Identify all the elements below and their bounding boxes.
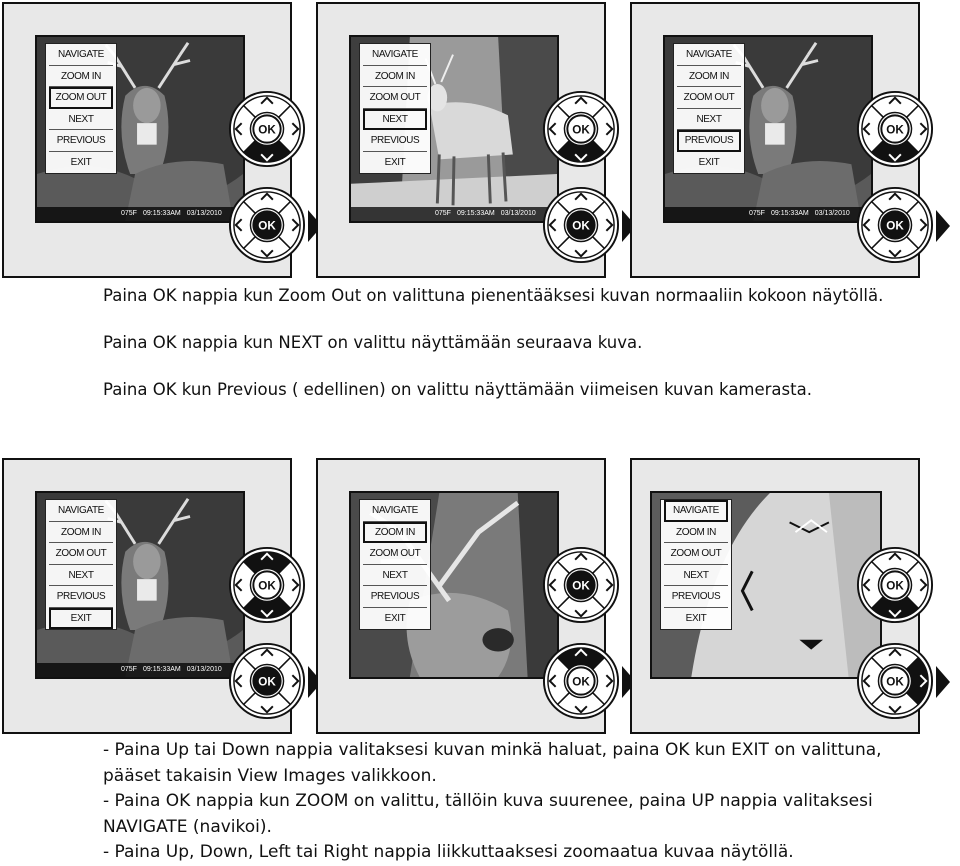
view-menu <box>359 43 431 174</box>
status-temp: 075F <box>121 666 137 673</box>
svg-text:OK: OK <box>572 219 590 233</box>
menu-item-zoom-out[interactable]: ZOOM OUT <box>49 87 113 109</box>
camera-screen <box>349 491 559 679</box>
menu-item-exit[interactable]: EXIT <box>49 608 113 630</box>
dpad-upper[interactable] <box>542 90 620 168</box>
view-menu <box>45 499 117 630</box>
menu-item-zoom-out[interactable]: ZOOM OUT <box>363 543 427 565</box>
camera-screen <box>663 35 873 223</box>
menu-item-next[interactable]: NEXT <box>664 565 728 587</box>
status-date: 03/13/2010 <box>186 666 222 673</box>
caption-previous: Paina OK kun Previous ( edellinen) on valittu näyttämään viimeisen kuvan kamerasta. <box>103 380 812 399</box>
status-date: 03/13/2010 <box>500 210 536 217</box>
menu-item-exit[interactable]: EXIT <box>685 612 707 624</box>
dpad-lower[interactable] <box>228 186 306 264</box>
svg-text:OK: OK <box>572 675 590 689</box>
svg-text:OK: OK <box>886 675 904 689</box>
menu-item-zoom-out[interactable]: ZOOM OUT <box>677 87 741 109</box>
menu-item-exit[interactable]: EXIT <box>384 156 406 168</box>
menu-item-navigate[interactable]: NAVIGATE <box>664 500 728 522</box>
caption-bottom <box>103 738 923 866</box>
menu-item-zoom-in[interactable]: ZOOM IN <box>363 522 427 544</box>
menu-item-zoom-in[interactable]: ZOOM IN <box>363 66 427 88</box>
status-temp: 075F <box>435 210 451 217</box>
menu-item-zoom-in[interactable]: ZOOM IN <box>49 66 113 88</box>
dpad-lower[interactable] <box>542 186 620 264</box>
status-bar <box>351 207 557 221</box>
menu-item-navigate[interactable]: NAVIGATE <box>363 44 427 66</box>
pointer-arrow-icon <box>936 210 950 242</box>
caption-zoom: - Paina OK nappia kun ZOOM on valittu, tällöin kuva suurenee, paina UP nappia valitaksesi NAVIGATE (navikoi). <box>103 791 873 837</box>
menu-item-previous[interactable]: PREVIOUS <box>363 130 427 152</box>
menu-item-previous[interactable]: PREVIOUS <box>677 130 741 152</box>
menu-item-next[interactable]: NEXT <box>363 109 427 131</box>
status-time: 09:15:33AM <box>142 666 181 673</box>
view-menu <box>673 43 745 174</box>
status-temp: 075F <box>749 210 765 217</box>
menu-item-next[interactable]: NEXT <box>49 109 113 131</box>
menu-item-zoom-in[interactable]: ZOOM IN <box>49 522 113 544</box>
status-bar <box>37 207 243 221</box>
status-temp: 075F <box>121 210 137 217</box>
status-time: 09:15:33AM <box>456 210 495 217</box>
caption-top <box>103 283 903 402</box>
svg-text:OK: OK <box>886 579 904 593</box>
status-bar <box>665 207 871 221</box>
caption-navigate: - Paina Up, Down, Left tai Right nappia liikkuttaaksesi zoomaatua kuvaa näytöllä. <box>103 842 794 863</box>
camera-screen <box>349 35 559 223</box>
view-menu <box>660 499 732 630</box>
svg-text:OK: OK <box>258 675 276 689</box>
dpad-lower[interactable] <box>542 642 620 720</box>
status-bar <box>37 663 243 677</box>
menu-item-exit[interactable]: EXIT <box>698 156 720 168</box>
menu-item-exit[interactable]: EXIT <box>384 612 406 624</box>
dpad-lower[interactable] <box>228 642 306 720</box>
menu-item-navigate[interactable]: NAVIGATE <box>49 500 113 522</box>
svg-text:OK: OK <box>258 579 276 593</box>
caption-exit: - Paina Up tai Down nappia valitaksesi kuvan minkä haluat, paina OK kun EXIT on valittuna, pääset takaisin View Images valikkoon. <box>103 740 882 786</box>
menu-item-previous[interactable]: PREVIOUS <box>363 586 427 608</box>
status-time: 09:15:33AM <box>142 210 181 217</box>
status-date: 03/13/2010 <box>814 210 850 217</box>
menu-item-next[interactable]: NEXT <box>677 109 741 131</box>
pointer-arrow-icon <box>936 666 950 698</box>
menu-item-next[interactable]: NEXT <box>363 565 427 587</box>
menu-item-zoom-out[interactable]: ZOOM OUT <box>49 543 113 565</box>
menu-item-exit[interactable]: EXIT <box>70 156 92 168</box>
dpad-upper[interactable] <box>856 90 934 168</box>
svg-text:OK: OK <box>572 123 590 137</box>
svg-text:OK: OK <box>886 219 904 233</box>
menu-item-zoom-in[interactable]: ZOOM IN <box>677 66 741 88</box>
dpad-upper[interactable] <box>228 546 306 624</box>
caption-next: Paina OK nappia kun NEXT on valittu näyttämään seuraava kuva. <box>103 333 643 352</box>
camera-screen <box>35 491 245 679</box>
svg-text:OK: OK <box>258 219 276 233</box>
caption-zoom-out: Paina OK nappia kun Zoom Out on valittuna pienentääksesi kuvan normaaliin kokoon näytöllä. <box>103 286 884 305</box>
dpad-upper[interactable] <box>542 546 620 624</box>
menu-item-previous[interactable]: PREVIOUS <box>49 586 113 608</box>
menu-item-next[interactable]: NEXT <box>49 565 113 587</box>
menu-item-navigate[interactable]: NAVIGATE <box>49 44 113 66</box>
view-menu <box>45 43 117 174</box>
dpad-lower[interactable] <box>856 642 934 720</box>
status-time: 09:15:33AM <box>770 210 809 217</box>
camera-screen <box>650 491 882 679</box>
menu-item-navigate[interactable]: NAVIGATE <box>363 500 427 522</box>
camera-screen <box>35 35 245 223</box>
menu-item-previous[interactable]: PREVIOUS <box>49 130 113 152</box>
svg-text:OK: OK <box>886 123 904 137</box>
menu-item-previous[interactable]: PREVIOUS <box>664 586 728 608</box>
menu-item-zoom-out[interactable]: ZOOM OUT <box>363 87 427 109</box>
status-date: 03/13/2010 <box>186 210 222 217</box>
menu-item-zoom-in[interactable]: ZOOM IN <box>664 522 728 544</box>
svg-text:OK: OK <box>572 579 590 593</box>
svg-text:OK: OK <box>258 123 276 137</box>
dpad-lower[interactable] <box>856 186 934 264</box>
view-menu <box>359 499 431 630</box>
dpad-upper[interactable] <box>228 90 306 168</box>
menu-item-navigate[interactable]: NAVIGATE <box>677 44 741 66</box>
menu-item-zoom-out[interactable]: ZOOM OUT <box>664 543 728 565</box>
dpad-upper[interactable] <box>856 546 934 624</box>
